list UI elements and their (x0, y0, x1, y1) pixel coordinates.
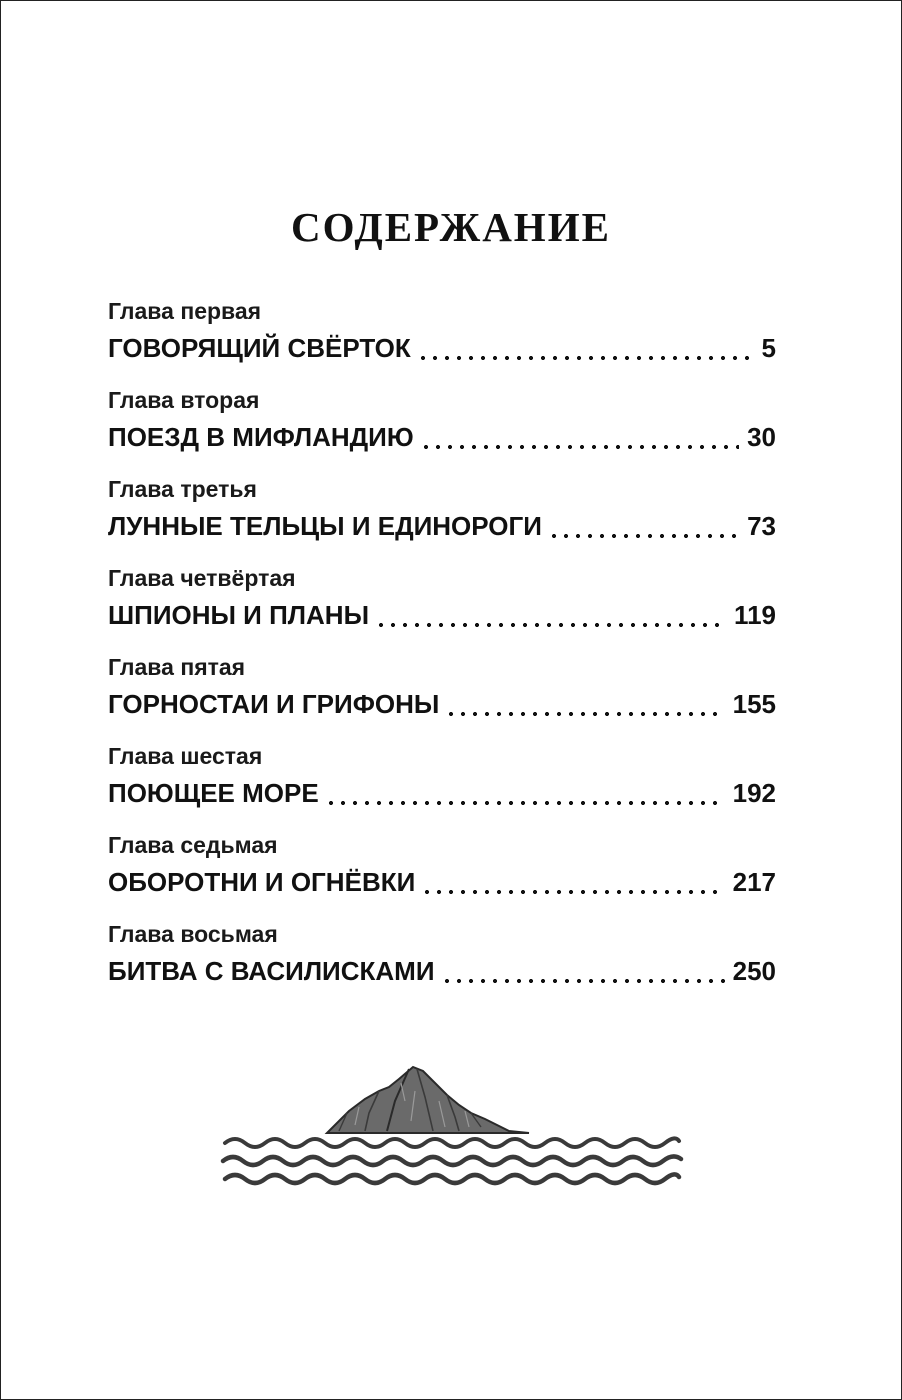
chapter-title: ГОВОРЯЩИЙ СВЁРТОК (108, 333, 411, 363)
chapter-label: Глава третья (108, 476, 257, 502)
waves-icon (223, 1138, 681, 1183)
dot-leader (375, 598, 726, 632)
page-title: СОДЕРЖАНИЕ (291, 204, 611, 250)
chapter-title: ГОРНОСТАИ И ГРИФОНЫ (108, 689, 440, 719)
chapter-line (108, 954, 776, 988)
toc-entry-4[interactable] (108, 564, 776, 653)
chapter-title: ПОЕЗД В МИФЛАНДИЮ (108, 422, 414, 452)
mountain-island-waves-icon (219, 1061, 685, 1197)
chapter-line (108, 420, 776, 454)
toc-entry-2[interactable] (108, 386, 776, 475)
chapter-label: Глава седьмая (108, 832, 278, 858)
dot-leader (421, 865, 724, 899)
chapter-label: Глава пятая (108, 654, 246, 680)
chapter-label: Глава восьмая (108, 921, 278, 947)
dot-leader (445, 687, 724, 721)
toc-entry-6[interactable] (108, 742, 776, 831)
toc-entry-3[interactable] (108, 475, 776, 564)
toc-entry-7[interactable] (108, 831, 776, 920)
chapter-label: Глава первая (108, 298, 262, 324)
chapter-label: Глава шестая (108, 743, 263, 769)
page-number: 155 (732, 689, 776, 719)
chapter-title: ОБОРОТНИ И ОГНЁВКИ (108, 867, 416, 897)
mountain-icon (327, 1067, 529, 1133)
chapter-title: ЛУННЫЕ ТЕЛЬЦЫ И ЕДИНОРОГИ (108, 511, 542, 541)
chapter-title: БИТВА С ВАСИЛИСКАМИ (108, 956, 435, 986)
page-number: 250 (732, 956, 776, 986)
page-number: 73 (747, 511, 776, 541)
page-number: 192 (732, 778, 776, 808)
chapter-line (108, 509, 776, 543)
dot-leader (441, 954, 725, 988)
chapter-line (108, 687, 776, 721)
chapter-label: Глава четвёртая (108, 565, 296, 591)
page-number: 217 (732, 867, 776, 897)
chapter-line (108, 776, 776, 810)
dot-leader (420, 420, 739, 454)
dot-leader (325, 776, 725, 810)
chapter-line (108, 865, 776, 899)
toc-entry-8[interactable] (108, 920, 776, 1009)
toc-entry-5[interactable] (108, 653, 776, 742)
chapter-line (108, 598, 776, 632)
chapter-title: ШПИОНЫ И ПЛАНЫ (108, 600, 370, 630)
page-number: 5 (761, 333, 776, 363)
chapter-line (108, 331, 776, 365)
chapter-title: ПОЮЩЕЕ МОРЕ (108, 778, 319, 808)
page-number: 119 (734, 600, 776, 630)
dot-leader (417, 331, 754, 365)
chapter-label: Глава вторая (108, 387, 260, 413)
toc-entry-1[interactable] (108, 297, 776, 386)
page-number: 30 (747, 422, 776, 452)
table-of-contents (108, 297, 776, 1009)
dot-leader (548, 509, 739, 543)
